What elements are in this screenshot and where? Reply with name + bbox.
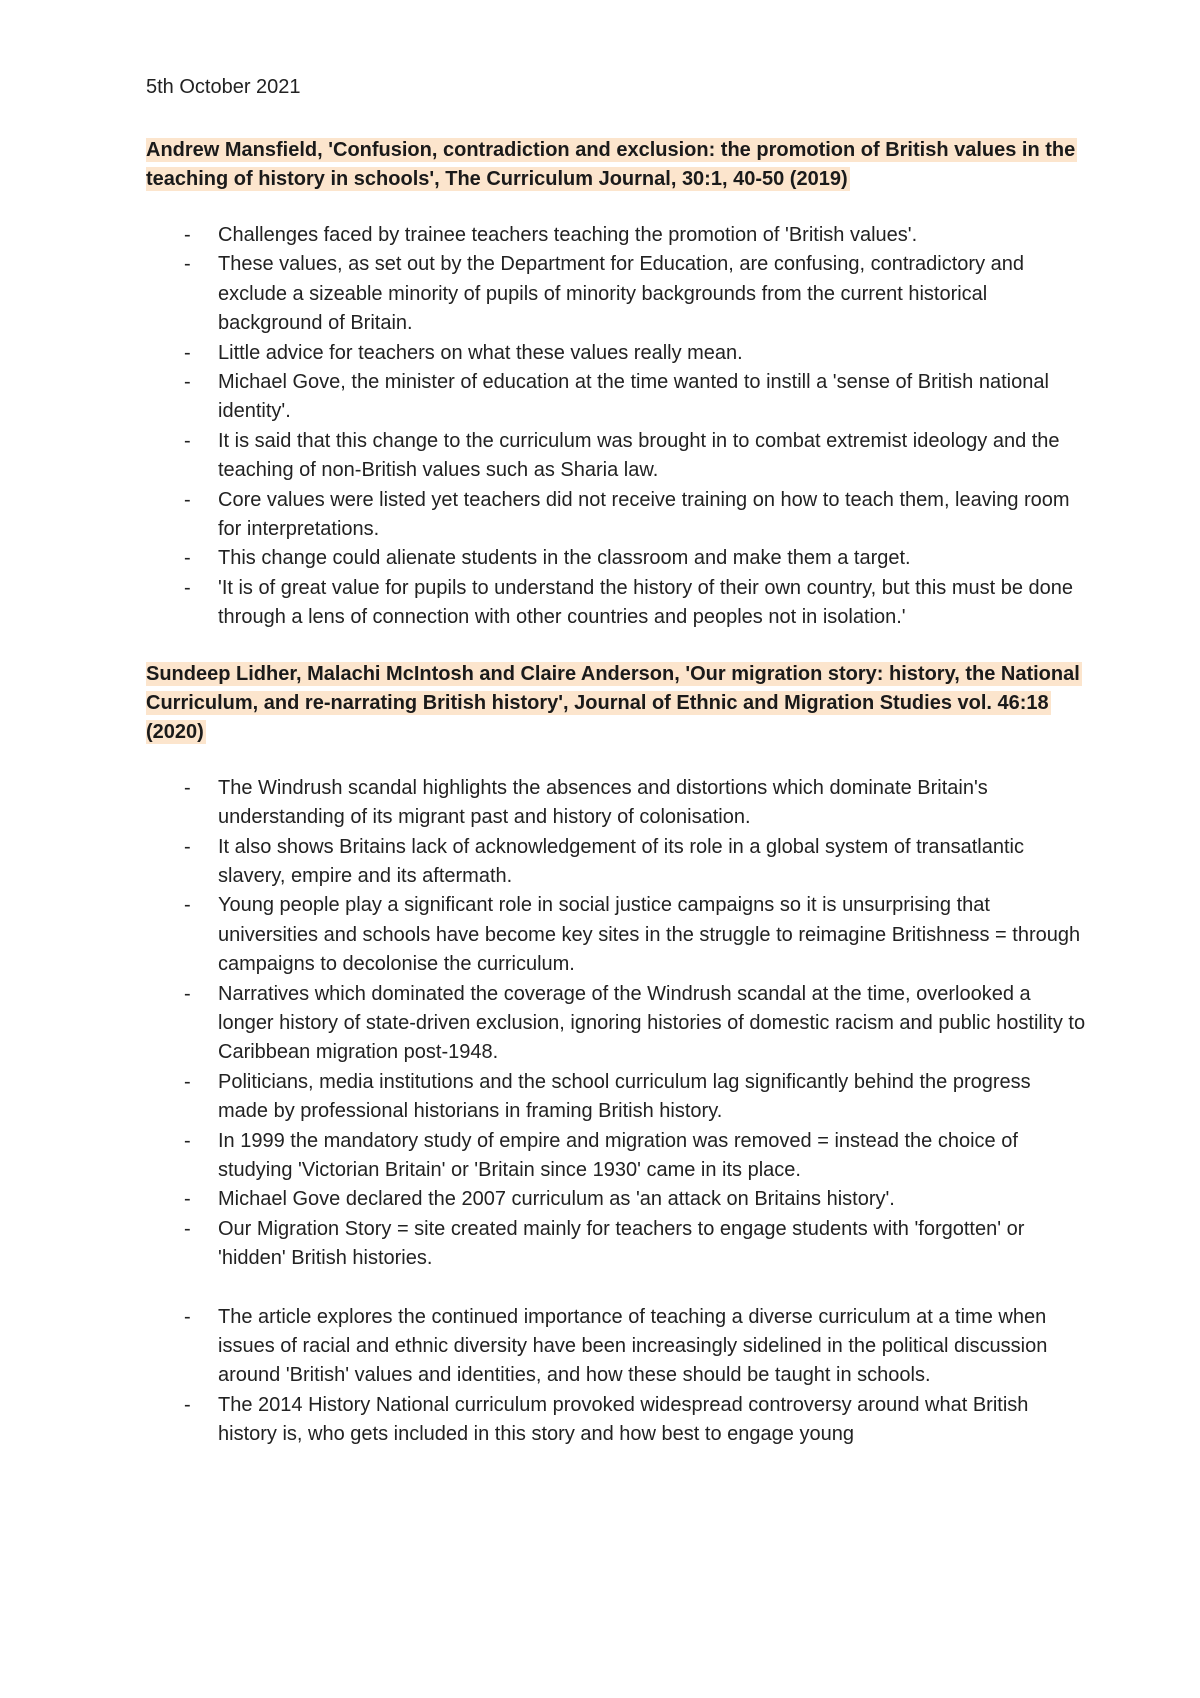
bullet-dash: - [184, 224, 191, 246]
bullet-dash: - [184, 429, 191, 452]
bullet-dash: - [184, 341, 191, 364]
list-item-text: Core values were listed yet teachers did not receive training on how to teach them, leaving room for interpretations. [218, 488, 1070, 541]
list-item [146, 980, 1086, 1068]
list-item-text: The article explores the continued importance of teaching a diverse curriculum at a time when issues of racial and ethnic diversity have been increasingly sidelined in the political discussion around 'British' values and identities, and how these should be taught in schools. [218, 1305, 1048, 1387]
list-item-text: The 2014 History National curriculum provoked widespread controversy around what British history is, who gets included in this story and how best to engage young [218, 1393, 1029, 1446]
list-item-text: In 1999 the mandatory study of empire and migration was removed = instead the choice of studying 'Victorian Britain' or 'Britain since 1930' came in its place. [218, 1129, 1018, 1181]
list-item-text: Michael Gove declared the 2007 curriculum as 'an attack on Britains history'. [218, 1188, 895, 1211]
reference-citation: Andrew Mansfield, 'Confusion, contradiction and exclusion: the promotion of British values in the teaching of history in schools', The Curriculum Journal, 30:1, 40-50 (2019) [146, 139, 1076, 190]
reference-heading-1 [146, 136, 1086, 194]
reference-heading-2 [146, 660, 1086, 747]
list-item-text: Politicians, media institutions and the school curriculum lag significantly behind the progress made by professional historians in framing British history. [218, 1070, 1031, 1123]
list-item [146, 250, 1086, 338]
list-item-text: It also shows Britains lack of acknowledgement of its role in a global system of transatlantic slavery, empire and its aftermath. [218, 835, 1024, 887]
list-item [146, 544, 1086, 573]
list-item [146, 774, 1086, 833]
list-item [146, 891, 1086, 979]
list-item [146, 339, 1086, 368]
list-item-text: This change could alienate students in the classroom and make them a target. [218, 547, 911, 570]
notes-list-3 [146, 1303, 1086, 1450]
bullet-dash: - [184, 576, 191, 599]
list-item [146, 1215, 1086, 1274]
bullet-dash: - [184, 835, 191, 858]
paragraph-gap [146, 1274, 1086, 1303]
list-item [146, 221, 1086, 250]
list-item [146, 1068, 1086, 1127]
bullet-dash: - [184, 982, 191, 1005]
list-item-text: Our Migration Story = site created mainly for teachers to engage students with 'forgotten' or 'hidden' British histories. [218, 1217, 1025, 1270]
bullet-dash: - [184, 776, 191, 799]
list-item [146, 1185, 1086, 1214]
list-item-text: Narratives which dominated the coverage of the Windrush scandal at the time, overlooked a longer history of state-driven exclusion, ignoring histories of domestic racism and public hostility to Caribbean migration post-1948. [218, 982, 1086, 1064]
notes-list-1 [146, 221, 1086, 633]
list-item-text: The Windrush scandal highlights the absences and distortions which dominate Britain's understanding of its migrant past and history of colonisation. [218, 776, 988, 829]
document-page [146, 72, 1086, 1477]
reference-citation: Sundeep Lidher, Malachi McIntosh and Claire Anderson, 'Our migration story: history, the National Curriculum, and re-narrating British history', Journal of Ethnic and Migration Studies vol. 46:18 (2020) [146, 662, 1080, 743]
list-item [146, 833, 1086, 892]
list-item-text: Michael Gove, the minister of education at the time wanted to instill a 'sense of British national identity'. [218, 371, 1049, 423]
document-date: 5th October 2021 [146, 76, 301, 98]
list-item-text: Young people play a significant role in social justice campaigns so it is unsurprising that universities and schools have become key sites in the struggle to reimagine Britishness = through campaigns to decolonise the curriculum. [218, 894, 1081, 976]
bullet-dash: - [184, 253, 191, 276]
list-item [146, 368, 1086, 427]
list-item [146, 1303, 1086, 1391]
bullet-dash: - [184, 894, 191, 917]
bullet-dash: - [184, 1305, 191, 1328]
bullet-dash: - [184, 1129, 191, 1152]
list-item-text: Challenges faced by trainee teachers teaching the promotion of 'British values'. [218, 224, 918, 246]
bullet-dash: - [184, 371, 191, 394]
list-item [146, 427, 1086, 486]
list-item [146, 1127, 1086, 1186]
bullet-dash: - [184, 488, 191, 511]
list-item-text: These values, as set out by the Department for Education, are confusing, contradictory and exclude a sizeable minority of pupils of minority backgrounds from the current historical background of Britain. [218, 253, 1025, 335]
bullet-dash: - [184, 1188, 191, 1211]
list-item [146, 486, 1086, 545]
list-item-text: 'It is of great value for pupils to understand the history of their own country, but this must be done through a lens of connection with other countries and peoples not in isolation.' [218, 576, 1074, 629]
notes-list-2 [146, 774, 1086, 1274]
bullet-dash: - [184, 1217, 191, 1240]
bullet-dash: - [184, 547, 191, 570]
list-item [146, 1391, 1086, 1450]
bullet-dash: - [184, 1070, 191, 1093]
list-item-text: Little advice for teachers on what these values really mean. [218, 341, 743, 364]
bullet-dash: - [184, 1393, 191, 1416]
list-item [146, 574, 1086, 633]
list-item-text: It is said that this change to the curriculum was brought in to combat extremist ideology and the teaching of non-British values such as Sharia law. [218, 429, 1060, 482]
